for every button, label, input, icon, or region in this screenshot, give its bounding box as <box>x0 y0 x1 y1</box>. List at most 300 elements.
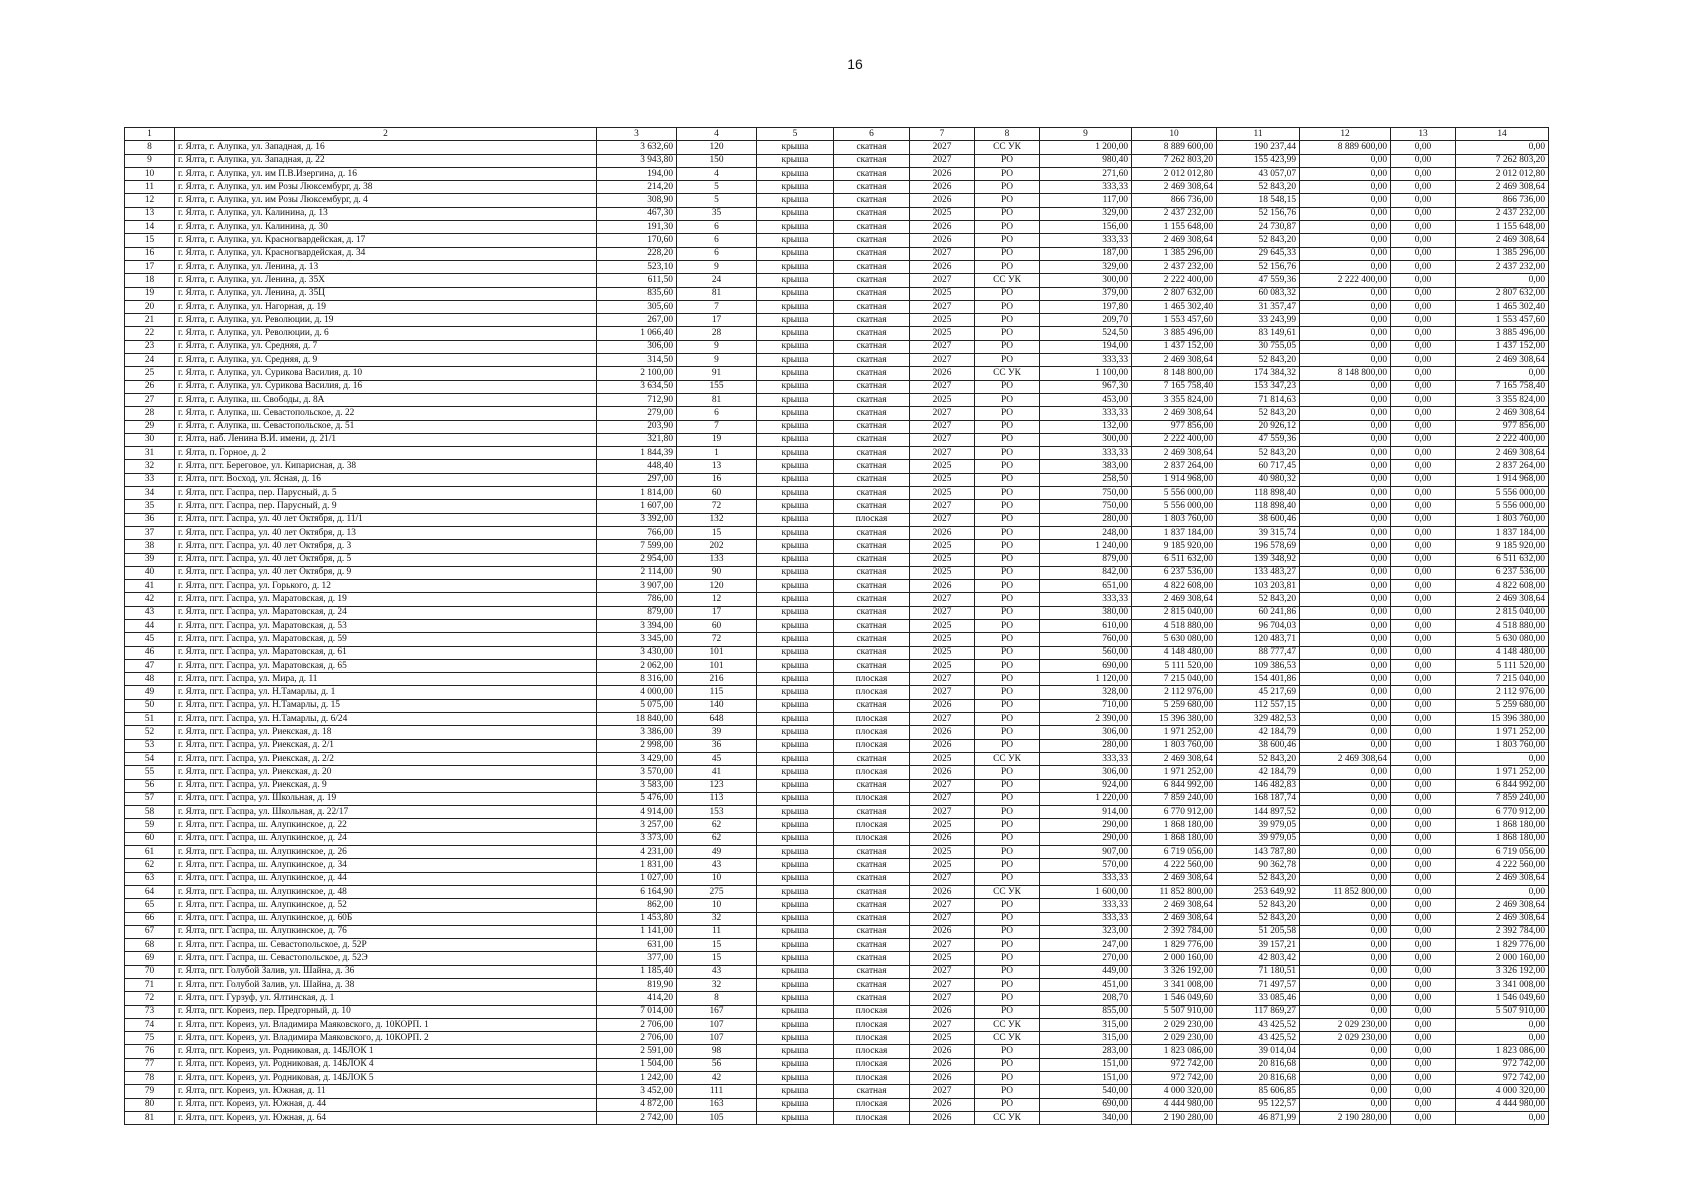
register-table <box>124 127 1549 1125</box>
cell-fund-type: РО <box>975 912 1040 925</box>
cell-roof-type: скатная <box>834 260 910 273</box>
cell-address: г. Ялта, пгт. Кореиз, ул. Владимира Маяковского, д. 10КОРП. 2 <box>175 1032 597 1045</box>
cell-fund-type: РО <box>975 380 1040 393</box>
cell-element-type: крыша <box>757 327 834 340</box>
cell-fund-type: РО <box>975 314 1040 327</box>
table-row <box>125 819 1549 832</box>
cell-budget-funds: 0,00 <box>1391 606 1456 619</box>
cell-work-volume: 329,00 <box>1040 207 1132 220</box>
cell-address: г. Ялта, г. Алупка, ул. им Розы Люксембург, д. 4 <box>175 194 597 207</box>
cell-fund-type: РО <box>975 1072 1040 1085</box>
cell-element-type: крыша <box>757 726 834 739</box>
cell-planned-year: 2026 <box>910 699 975 712</box>
cell-element-type: крыша <box>757 500 834 513</box>
cell-owners-funds: 0,00 <box>1300 739 1391 752</box>
cell-row-number: 13 <box>125 207 175 220</box>
cell-residents-count: 56 <box>677 1058 757 1071</box>
cell-work-cost: 2 437 232,00 <box>1132 207 1217 220</box>
cell-fund-type: РО <box>975 566 1040 579</box>
cell-element-type: крыша <box>757 380 834 393</box>
cell-fund-type: РО <box>975 1058 1040 1071</box>
cell-planned-year: 2027 <box>910 673 975 686</box>
cell-planned-year: 2027 <box>910 593 975 606</box>
table-row <box>125 540 1549 553</box>
cell-fund-type: РО <box>975 487 1040 500</box>
cell-work-volume: 333,33 <box>1040 407 1132 420</box>
cell-residents-count: 60 <box>677 487 757 500</box>
cell-work-volume: 855,00 <box>1040 1005 1132 1018</box>
column-header: 1 <box>125 128 175 141</box>
cell-residents-count: 115 <box>677 686 757 699</box>
table-row <box>125 1111 1549 1124</box>
table-row <box>125 566 1549 579</box>
cell-address: г. Ялта, г. Алупка, ул. им П.В.Изергина, д. 16 <box>175 167 597 180</box>
cell-cost-extra: 39 014,04 <box>1217 1045 1300 1058</box>
cell-address: г. Ялта, г. Алупка, ул. им Розы Люксембург, д. 38 <box>175 181 597 194</box>
cell-work-volume: 879,00 <box>1040 553 1132 566</box>
cell-work-volume: 333,33 <box>1040 593 1132 606</box>
cell-work-volume: 379,00 <box>1040 287 1132 300</box>
cell-total-area: 297,00 <box>597 473 677 486</box>
cell-cost-extra: 52 156,76 <box>1217 260 1300 273</box>
cell-residents-count: 41 <box>677 766 757 779</box>
cell-planned-year: 2026 <box>910 1072 975 1085</box>
cell-cost-extra: 52 843,20 <box>1217 354 1300 367</box>
cell-fund-amount: 3 326 192,00 <box>1456 965 1549 978</box>
cell-row-number: 17 <box>125 260 175 273</box>
cell-fund-type: РО <box>975 792 1040 805</box>
table-row <box>125 234 1549 247</box>
cell-total-area: 1 504,00 <box>597 1058 677 1071</box>
cell-fund-type: РО <box>975 1085 1040 1098</box>
cell-fund-type: РО <box>975 925 1040 938</box>
cell-work-volume: 980,40 <box>1040 154 1132 167</box>
cell-fund-type: РО <box>975 354 1040 367</box>
cell-work-volume: 151,00 <box>1040 1072 1132 1085</box>
cell-owners-funds: 2 222 400,00 <box>1300 274 1391 287</box>
cell-residents-count: 81 <box>677 393 757 406</box>
cell-planned-year: 2027 <box>910 899 975 912</box>
cell-total-area: 3 386,00 <box>597 726 677 739</box>
cell-work-volume: 117,00 <box>1040 194 1132 207</box>
cell-owners-funds: 0,00 <box>1300 925 1391 938</box>
cell-work-cost: 2 807 632,00 <box>1132 287 1217 300</box>
table-row <box>125 513 1549 526</box>
cell-row-number: 30 <box>125 433 175 446</box>
cell-address: г. Ялта, пгт. Гаспра, ул. Школьная, д. 19 <box>175 792 597 805</box>
cell-element-type: крыша <box>757 540 834 553</box>
cell-row-number: 78 <box>125 1072 175 1085</box>
cell-total-area: 1 185,40 <box>597 965 677 978</box>
cell-row-number: 21 <box>125 314 175 327</box>
cell-fund-amount: 7 262 803,20 <box>1456 154 1549 167</box>
cell-total-area: 1 027,00 <box>597 872 677 885</box>
cell-total-area: 862,00 <box>597 899 677 912</box>
cell-work-cost: 6 719 056,00 <box>1132 846 1217 859</box>
cell-owners-funds: 0,00 <box>1300 832 1391 845</box>
cell-address: г. Ялта, пгт. Гаспра, ул. Риекская, д. 18 <box>175 726 597 739</box>
cell-planned-year: 2027 <box>910 912 975 925</box>
cell-planned-year: 2027 <box>910 154 975 167</box>
cell-roof-type: скатная <box>834 699 910 712</box>
cell-row-number: 23 <box>125 340 175 353</box>
cell-fund-amount: 7 215 040,00 <box>1456 673 1549 686</box>
cell-total-area: 3 943,80 <box>597 154 677 167</box>
cell-roof-type: скатная <box>834 846 910 859</box>
cell-roof-type: скатная <box>834 447 910 460</box>
cell-work-cost: 5 556 000,00 <box>1132 487 1217 500</box>
cell-work-cost: 1 437 152,00 <box>1132 340 1217 353</box>
cell-total-area: 448,40 <box>597 460 677 473</box>
cell-fund-type: РО <box>975 393 1040 406</box>
cell-fund-amount: 5 259 680,00 <box>1456 699 1549 712</box>
cell-work-volume: 248,00 <box>1040 526 1132 539</box>
cell-row-number: 71 <box>125 979 175 992</box>
cell-cost-extra: 29 645,33 <box>1217 247 1300 260</box>
cell-total-area: 7 599,00 <box>597 540 677 553</box>
cell-work-volume: 306,00 <box>1040 766 1132 779</box>
cell-budget-funds: 0,00 <box>1391 513 1456 526</box>
cell-roof-type: скатная <box>834 553 910 566</box>
cell-row-number: 67 <box>125 925 175 938</box>
table-row <box>125 752 1549 765</box>
cell-total-area: 2 742,00 <box>597 1111 677 1124</box>
cell-total-area: 3 345,00 <box>597 633 677 646</box>
cell-element-type: крыша <box>757 487 834 500</box>
cell-roof-type: скатная <box>834 207 910 220</box>
cell-work-cost: 3 341 008,00 <box>1132 979 1217 992</box>
cell-work-cost: 2 029 230,00 <box>1132 1018 1217 1031</box>
cell-planned-year: 2027 <box>910 792 975 805</box>
cell-element-type: крыша <box>757 899 834 912</box>
cell-roof-type: скатная <box>834 912 910 925</box>
cell-work-volume: 187,00 <box>1040 247 1132 260</box>
cell-budget-funds: 0,00 <box>1391 181 1456 194</box>
cell-residents-count: 17 <box>677 314 757 327</box>
cell-fund-amount: 4 222 560,00 <box>1456 859 1549 872</box>
cell-cost-extra: 120 483,71 <box>1217 633 1300 646</box>
cell-total-area: 3 632,60 <box>597 141 677 154</box>
cell-work-cost: 1 829 776,00 <box>1132 939 1217 952</box>
cell-fund-amount: 1 465 302,40 <box>1456 300 1549 313</box>
cell-work-cost: 866 736,00 <box>1132 194 1217 207</box>
cell-row-number: 26 <box>125 380 175 393</box>
cell-work-volume: 1 240,00 <box>1040 540 1132 553</box>
cell-element-type: крыша <box>757 846 834 859</box>
cell-cost-extra: 118 898,40 <box>1217 500 1300 513</box>
cell-total-area: 1 066,40 <box>597 327 677 340</box>
cell-total-area: 267,00 <box>597 314 677 327</box>
cell-fund-type: РО <box>975 593 1040 606</box>
cell-address: г. Ялта, пгт. Гаспра, ул. Маратовская, д. 59 <box>175 633 597 646</box>
cell-fund-type: РО <box>975 713 1040 726</box>
cell-row-number: 9 <box>125 154 175 167</box>
cell-address: г. Ялта, пгт. Гаспра, ул. Мира, д. 11 <box>175 673 597 686</box>
cell-budget-funds: 0,00 <box>1391 965 1456 978</box>
cell-work-cost: 2 469 308,64 <box>1132 447 1217 460</box>
cell-work-volume: 328,00 <box>1040 686 1132 699</box>
cell-work-volume: 197,80 <box>1040 300 1132 313</box>
cell-roof-type: скатная <box>834 659 910 672</box>
cell-work-cost: 3 326 192,00 <box>1132 965 1217 978</box>
cell-fund-amount: 6 844 992,00 <box>1456 779 1549 792</box>
cell-cost-extra: 43 425,52 <box>1217 1032 1300 1045</box>
cell-work-volume: 323,00 <box>1040 925 1132 938</box>
cell-planned-year: 2025 <box>910 487 975 500</box>
cell-owners-funds: 0,00 <box>1300 939 1391 952</box>
page-number: 16 <box>847 56 863 72</box>
cell-row-number: 56 <box>125 779 175 792</box>
cell-cost-extra: 133 483,27 <box>1217 566 1300 579</box>
cell-planned-year: 2025 <box>910 819 975 832</box>
cell-fund-amount: 5 111 520,00 <box>1456 659 1549 672</box>
cell-work-cost: 1 868 180,00 <box>1132 819 1217 832</box>
cell-cost-extra: 51 205,58 <box>1217 925 1300 938</box>
cell-roof-type: скатная <box>834 979 910 992</box>
cell-fund-type: СС УК <box>975 274 1040 287</box>
table-row <box>125 846 1549 859</box>
cell-owners-funds: 8 889 600,00 <box>1300 141 1391 154</box>
cell-row-number: 57 <box>125 792 175 805</box>
cell-cost-extra: 329 482,53 <box>1217 713 1300 726</box>
cell-element-type: крыша <box>757 526 834 539</box>
cell-work-volume: 283,00 <box>1040 1045 1132 1058</box>
cell-work-volume: 333,33 <box>1040 234 1132 247</box>
cell-cost-extra: 33 085,46 <box>1217 992 1300 1005</box>
cell-owners-funds: 0,00 <box>1300 167 1391 180</box>
table-row <box>125 447 1549 460</box>
cell-address: г. Ялта, пгт. Гаспра, ул. Маратовская, д. 61 <box>175 646 597 659</box>
cell-total-area: 835,60 <box>597 287 677 300</box>
cell-roof-type: скатная <box>834 500 910 513</box>
cell-cost-extra: 109 386,53 <box>1217 659 1300 672</box>
cell-element-type: крыша <box>757 274 834 287</box>
cell-roof-type: скатная <box>834 221 910 234</box>
cell-row-number: 48 <box>125 673 175 686</box>
cell-row-number: 16 <box>125 247 175 260</box>
cell-owners-funds: 0,00 <box>1300 234 1391 247</box>
column-header: 11 <box>1217 128 1300 141</box>
cell-residents-count: 60 <box>677 619 757 632</box>
cell-fund-amount: 5 556 000,00 <box>1456 500 1549 513</box>
cell-planned-year: 2025 <box>910 566 975 579</box>
cell-planned-year: 2027 <box>910 407 975 420</box>
cell-element-type: крыша <box>757 553 834 566</box>
cell-work-volume: 524,50 <box>1040 327 1132 340</box>
cell-fund-amount: 4 822 608,00 <box>1456 580 1549 593</box>
cell-element-type: крыша <box>757 1098 834 1111</box>
cell-work-volume: 1 220,00 <box>1040 792 1132 805</box>
table-row <box>125 274 1549 287</box>
cell-address: г. Ялта, пгт. Гаспра, ш. Алупкинское, д. 76 <box>175 925 597 938</box>
cell-element-type: крыша <box>757 806 834 819</box>
cell-cost-extra: 118 898,40 <box>1217 487 1300 500</box>
cell-fund-amount: 7 165 758,40 <box>1456 380 1549 393</box>
cell-row-number: 43 <box>125 606 175 619</box>
cell-work-cost: 4 444 980,00 <box>1132 1098 1217 1111</box>
cell-element-type: крыша <box>757 181 834 194</box>
cell-address: г. Ялта, г. Алупка, ул. Средняя, д. 7 <box>175 340 597 353</box>
cell-work-cost: 5 556 000,00 <box>1132 500 1217 513</box>
cell-work-volume: 132,00 <box>1040 420 1132 433</box>
cell-budget-funds: 0,00 <box>1391 500 1456 513</box>
cell-budget-funds: 0,00 <box>1391 1045 1456 1058</box>
cell-fund-type: РО <box>975 407 1040 420</box>
cell-element-type: крыша <box>757 194 834 207</box>
cell-fund-amount: 2 222 400,00 <box>1456 433 1549 446</box>
table-row <box>125 260 1549 273</box>
table-row <box>125 553 1549 566</box>
cell-work-cost: 7 859 240,00 <box>1132 792 1217 805</box>
cell-cost-extra: 144 897,52 <box>1217 806 1300 819</box>
table-row <box>125 925 1549 938</box>
cell-total-area: 819,90 <box>597 979 677 992</box>
cell-budget-funds: 0,00 <box>1391 1072 1456 1085</box>
cell-work-volume: 449,00 <box>1040 965 1132 978</box>
cell-residents-count: 32 <box>677 979 757 992</box>
table-row <box>125 580 1549 593</box>
cell-budget-funds: 0,00 <box>1391 952 1456 965</box>
cell-element-type: крыша <box>757 1005 834 1018</box>
cell-owners-funds: 0,00 <box>1300 819 1391 832</box>
cell-owners-funds: 0,00 <box>1300 194 1391 207</box>
cell-address: г. Ялта, пгт. Гаспра, ул. Школьная, д. 22/17 <box>175 806 597 819</box>
cell-row-number: 29 <box>125 420 175 433</box>
cell-fund-type: РО <box>975 872 1040 885</box>
cell-row-number: 70 <box>125 965 175 978</box>
cell-work-volume: 540,00 <box>1040 1085 1132 1098</box>
cell-owners-funds: 2 029 230,00 <box>1300 1018 1391 1031</box>
cell-address: г. Ялта, пгт. Гаспра, ул. Н.Тамарлы, д. 6/24 <box>175 713 597 726</box>
cell-address: г. Ялта, г. Алупка, ул. Сурикова Василия, д. 10 <box>175 367 597 380</box>
cell-address: г. Ялта, пгт. Кореиз, ул. Владимира Маяковского, д. 10КОРП. 1 <box>175 1018 597 1031</box>
cell-residents-count: 105 <box>677 1111 757 1124</box>
cell-residents-count: 275 <box>677 885 757 898</box>
cell-fund-amount: 1 868 180,00 <box>1456 819 1549 832</box>
table-row <box>125 1018 1549 1031</box>
cell-fund-amount: 3 341 008,00 <box>1456 979 1549 992</box>
cell-fund-type: РО <box>975 699 1040 712</box>
cell-cost-extra: 60 241,86 <box>1217 606 1300 619</box>
cell-row-number: 12 <box>125 194 175 207</box>
cell-planned-year: 2027 <box>910 354 975 367</box>
column-header: 2 <box>175 128 597 141</box>
cell-fund-amount: 2 469 308,64 <box>1456 181 1549 194</box>
cell-roof-type: скатная <box>834 859 910 872</box>
cell-budget-funds: 0,00 <box>1391 713 1456 726</box>
cell-fund-amount: 1 803 760,00 <box>1456 739 1549 752</box>
cell-planned-year: 2026 <box>910 925 975 938</box>
cell-element-type: крыша <box>757 407 834 420</box>
cell-budget-funds: 0,00 <box>1391 593 1456 606</box>
cell-fund-amount: 4 518 880,00 <box>1456 619 1549 632</box>
cell-row-number: 37 <box>125 526 175 539</box>
cell-budget-funds: 0,00 <box>1391 819 1456 832</box>
column-header: 13 <box>1391 128 1456 141</box>
cell-cost-extra: 154 401,86 <box>1217 673 1300 686</box>
cell-element-type: крыша <box>757 221 834 234</box>
cell-fund-amount: 2 469 308,64 <box>1456 354 1549 367</box>
cell-address: г. Ялта, г. Алупка, ул. Красногвардейская, д. 17 <box>175 234 597 247</box>
cell-residents-count: 10 <box>677 899 757 912</box>
cell-cost-extra: 52 843,20 <box>1217 899 1300 912</box>
cell-residents-count: 72 <box>677 500 757 513</box>
cell-cost-extra: 85 606,85 <box>1217 1085 1300 1098</box>
cell-address: г. Ялта, пгт. Гаспра, ул. Риекская, д. 2/2 <box>175 752 597 765</box>
cell-fund-amount: 2 112 976,00 <box>1456 686 1549 699</box>
cell-cost-extra: 39 157,21 <box>1217 939 1300 952</box>
cell-fund-type: РО <box>975 167 1040 180</box>
cell-owners-funds: 0,00 <box>1300 1098 1391 1111</box>
cell-cost-extra: 43 057,07 <box>1217 167 1300 180</box>
cell-planned-year: 2026 <box>910 260 975 273</box>
cell-planned-year: 2026 <box>910 832 975 845</box>
cell-fund-amount: 6 511 632,00 <box>1456 553 1549 566</box>
cell-residents-count: 19 <box>677 433 757 446</box>
cell-address: г. Ялта, пгт. Гаспра, ул. Маратовская, д. 19 <box>175 593 597 606</box>
cell-work-cost: 5 111 520,00 <box>1132 659 1217 672</box>
cell-owners-funds: 0,00 <box>1300 300 1391 313</box>
cell-fund-amount: 0,00 <box>1456 752 1549 765</box>
cell-total-area: 214,20 <box>597 181 677 194</box>
cell-roof-type: скатная <box>834 540 910 553</box>
cell-planned-year: 2026 <box>910 885 975 898</box>
cell-fund-amount: 4 444 980,00 <box>1456 1098 1549 1111</box>
cell-work-volume: 290,00 <box>1040 819 1132 832</box>
cell-address: г. Ялта, пгт. Гаспра, ш. Алупкинское, д. 34 <box>175 859 597 872</box>
cell-element-type: крыша <box>757 792 834 805</box>
cell-planned-year: 2025 <box>910 619 975 632</box>
cell-total-area: 8 316,00 <box>597 673 677 686</box>
cell-address: г. Ялта, пгт. Кореиз, ул. Родниковая, д. 14БЛОК 1 <box>175 1045 597 1058</box>
cell-owners-funds: 0,00 <box>1300 872 1391 885</box>
cell-fund-amount: 1 971 252,00 <box>1456 726 1549 739</box>
cell-element-type: крыша <box>757 314 834 327</box>
cell-residents-count: 107 <box>677 1032 757 1045</box>
cell-budget-funds: 0,00 <box>1391 752 1456 765</box>
cell-row-number: 32 <box>125 460 175 473</box>
cell-owners-funds: 0,00 <box>1300 500 1391 513</box>
cell-planned-year: 2026 <box>910 1111 975 1124</box>
cell-total-area: 4 000,00 <box>597 686 677 699</box>
cell-planned-year: 2025 <box>910 659 975 672</box>
cell-owners-funds: 0,00 <box>1300 686 1391 699</box>
cell-row-number: 60 <box>125 832 175 845</box>
cell-fund-amount: 977 856,00 <box>1456 420 1549 433</box>
cell-work-cost: 15 396 380,00 <box>1132 713 1217 726</box>
cell-cost-extra: 52 843,20 <box>1217 407 1300 420</box>
cell-roof-type: плоская <box>834 1111 910 1124</box>
cell-fund-amount: 15 396 380,00 <box>1456 713 1549 726</box>
cell-total-area: 2 706,00 <box>597 1032 677 1045</box>
cell-work-cost: 7 165 758,40 <box>1132 380 1217 393</box>
cell-fund-amount: 866 736,00 <box>1456 194 1549 207</box>
cell-residents-count: 15 <box>677 952 757 965</box>
cell-budget-funds: 0,00 <box>1391 393 1456 406</box>
cell-budget-funds: 0,00 <box>1391 221 1456 234</box>
cell-owners-funds: 0,00 <box>1300 792 1391 805</box>
cell-row-number: 53 <box>125 739 175 752</box>
cell-roof-type: скатная <box>834 646 910 659</box>
cell-owners-funds: 0,00 <box>1300 407 1391 420</box>
cell-total-area: 7 014,00 <box>597 1005 677 1018</box>
cell-row-number: 11 <box>125 181 175 194</box>
cell-residents-count: 12 <box>677 593 757 606</box>
cell-roof-type: скатная <box>834 619 910 632</box>
cell-planned-year: 2027 <box>910 939 975 952</box>
cell-owners-funds: 0,00 <box>1300 699 1391 712</box>
cell-roof-type: скатная <box>834 580 910 593</box>
